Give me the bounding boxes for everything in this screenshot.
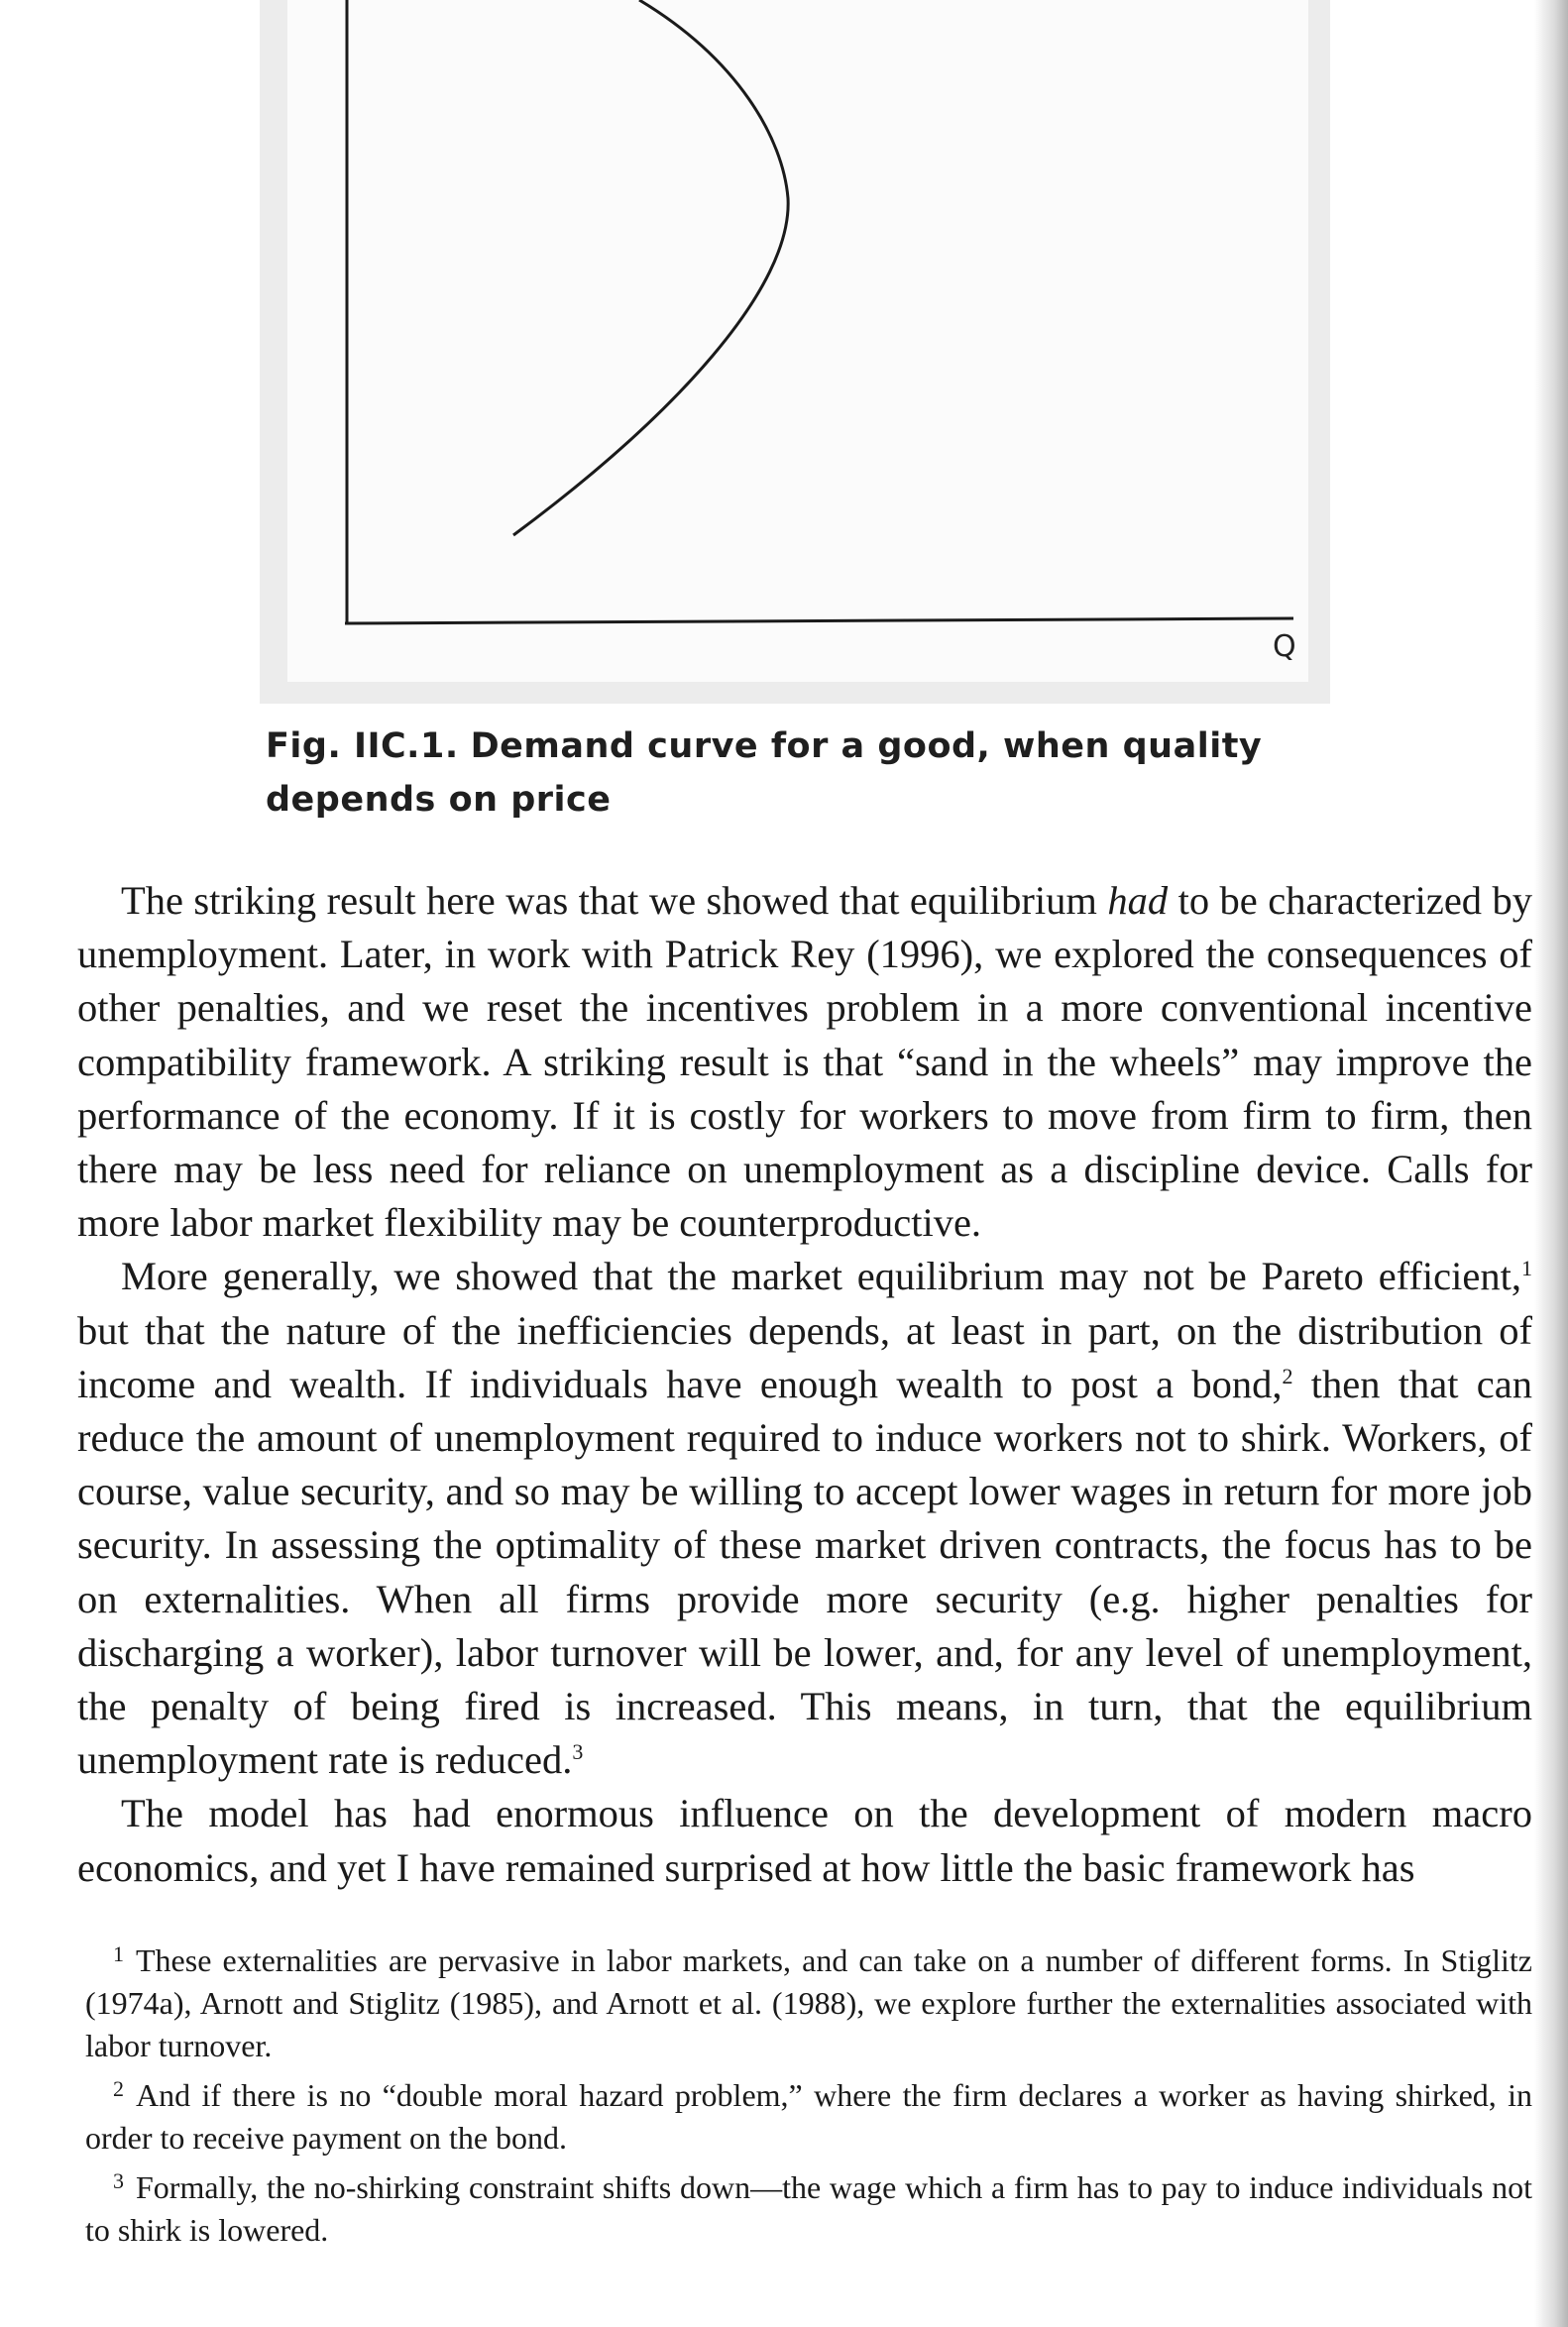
footnote-number: 3: [113, 2168, 124, 2193]
paragraph-1-emphasis: had: [1107, 878, 1169, 923]
footnote-text: And if there is no “double moral hazard problem,” where the firm declares a worker as having shirked, in order to receive payment on the bond.: [85, 2077, 1532, 2156]
paragraph-2-text-b: but that the nature of the inefficiencies depends, at least in part, on the distribution of income and wealth. If individuals have enough wealth to post a bond,: [77, 1307, 1532, 1406]
paragraph-2-text-a: More generally, we showed that the market equilibrium may not be Pareto efficient,: [121, 1254, 1521, 1299]
footnotes: [85, 1933, 1532, 2252]
footnote-ref-2[interactable]: 2: [1282, 1363, 1293, 1388]
figure-caption-text: Demand curve for a good, when quality depends on price: [266, 726, 1263, 820]
demand-curve-figure: [0, 0, 1568, 714]
footnote-text: Formally, the no-shirking constraint shifts down—the wage which a firm has to pay to induce individuals not to shirk is lowered.: [85, 2169, 1532, 2248]
footnote-ref-1[interactable]: 1: [1521, 1256, 1532, 1281]
paragraph-1: [77, 874, 1532, 1250]
body-text: [77, 874, 1532, 1895]
x-axis-label: Q: [1273, 629, 1296, 664]
figure-caption: [266, 720, 1346, 827]
footnote-2: [85, 2067, 1532, 2160]
footnote-ref-3[interactable]: 3: [572, 1739, 584, 1765]
paragraph-1-text-b: to be characterized by unemployment. Later, in work with Patrick Rey (1996), we explored the consequences of other penalties, and we reset the incentives problem in a more conventional incentive compatibility framework. A striking result is that “sand in the wheels” may improve the performance of the economy. If it is costly for workers to move from firm to firm, then there may be less need for reliance on unemployment as a discipline device. Calls for more labor market flexibility may be counterproductive.: [77, 878, 1533, 1246]
footnote-number: 1: [113, 1941, 124, 1966]
paragraph-3: [77, 1787, 1532, 1894]
demand-curve: [513, 0, 788, 535]
footnote-text: These externalities are pervasive in labor markets, and can take on a number of different forms. In Stiglitz (1974a), Arnott and Stiglitz (1985), and Arnott et al. (1988), we explore further the externalities associated with labor turnover.: [85, 1942, 1532, 2063]
x-axis: [345, 618, 1293, 623]
footnote-number: 2: [113, 2076, 124, 2101]
paragraph-2-text-c: then that can reduce the amount of unemployment required to induce workers not to shirk. Workers, of course, value security, and so may be willing to accept lower wages in return for more job security. In assessing the optimality of these market driven contracts, the focus has to be on externalities. When all firms provide more security (e.g. higher penalties for discharging a worker), labor turnover will be lower, and, for any level of unemployment, the penalty of being fired is increased. This means, in turn, that the equilibrium unemployment rate is reduced.: [77, 1361, 1532, 1783]
footnote-3: [85, 2160, 1532, 2252]
paragraph-3-text: The model has had enormous influence on the development of modern macro economics, and yet I have remained surprised at how little the basic framework has: [77, 1791, 1532, 1890]
figure-label: Fig. IIC.1.: [266, 726, 459, 766]
paragraph-1-text-a: The striking result here was that we showed that equilibrium: [121, 878, 1108, 923]
paragraph-2: [77, 1250, 1532, 1787]
footnote-1: [85, 1933, 1532, 2067]
